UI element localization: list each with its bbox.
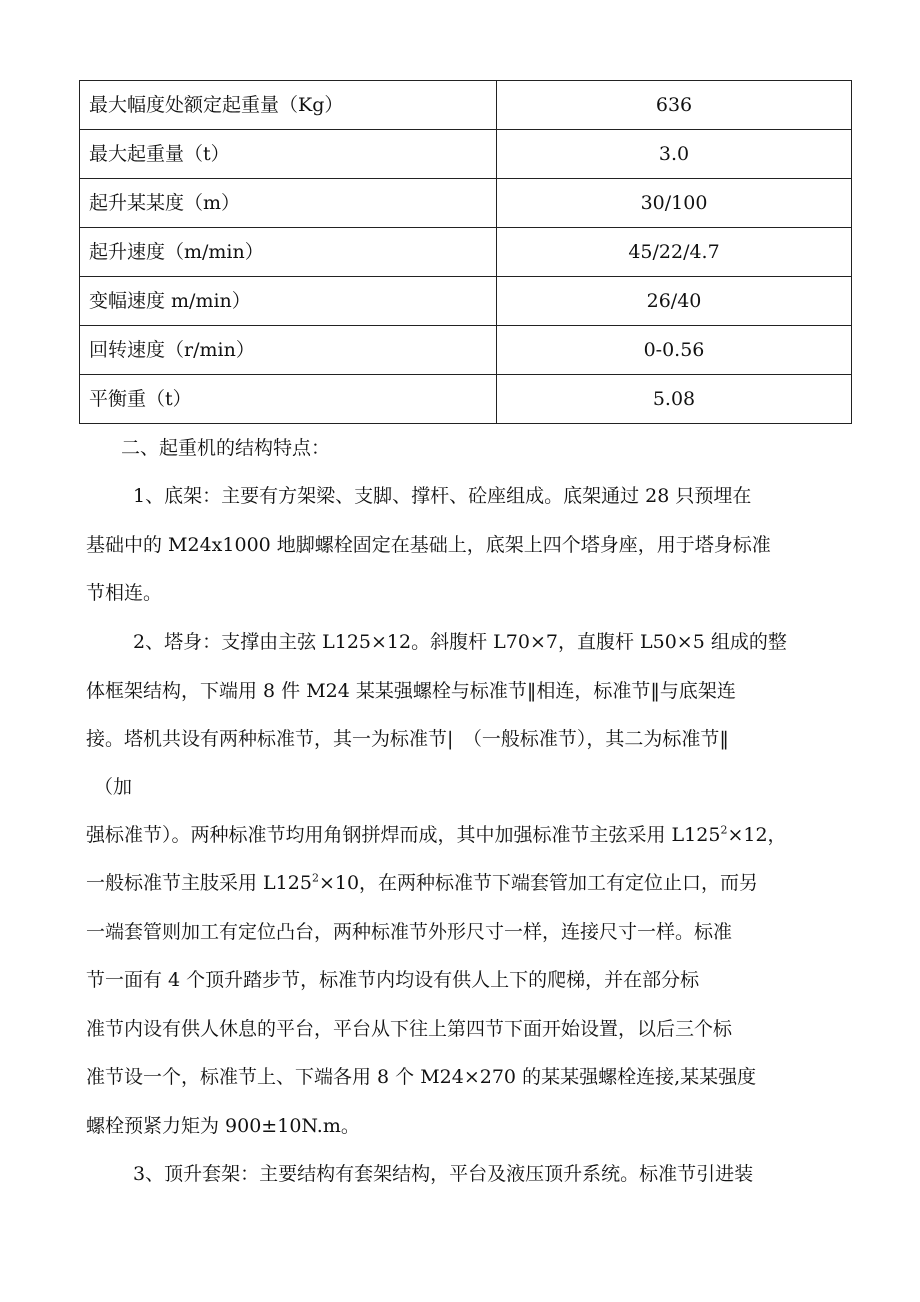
paragraph-line	[86, 871, 846, 895]
superscript: 2	[311, 871, 319, 885]
spec-value: 45/22/4.7	[497, 228, 852, 277]
superscript: 2	[720, 823, 728, 837]
table-row	[80, 179, 852, 228]
spec-label: 变幅速度 m/min）	[80, 277, 497, 326]
paragraph-line: 螺栓预紧力矩为 900±10N.m。	[86, 1115, 360, 1137]
paragraph-line: 准节设一个，标准节上、下端各用 8 个 M24×270 的某某强螺栓连接,某某强度	[86, 1066, 757, 1088]
paragraph-line: 一端套管则加工有定位凸台，两种标准节外形尺寸一样，连接尺寸一样。标准	[86, 921, 733, 943]
spec-label: 平衡重（t）	[80, 375, 497, 424]
spec-value: 3.0	[497, 130, 852, 179]
spec-label: 最大幅度处额定起重量（Kg）	[80, 81, 497, 130]
text-run: 一般标准节主肢采用 L125	[86, 872, 312, 894]
table-row	[80, 130, 852, 179]
table-row	[80, 81, 852, 130]
spec-value: 26/40	[497, 277, 852, 326]
paragraph-line: （加	[94, 776, 133, 798]
spec-label: 起升某某度（m）	[80, 179, 497, 228]
spec-label: 回转速度（r/min）	[80, 326, 497, 375]
table-row	[80, 228, 852, 277]
section-heading: 二、起重机的结构特点：	[121, 437, 331, 459]
spec-value: 636	[497, 81, 852, 130]
spec-value: 0-0.56	[497, 326, 852, 375]
spec-value: 30/100	[497, 179, 852, 228]
paragraph-line: 3、顶升套架：主要结构有套架结构，平台及液压顶升系统。标准节引进装	[133, 1163, 754, 1185]
paragraph-line: 准节内设有供人休息的平台，平台从下往上第四节下面开始设置，以后三个标	[86, 1018, 733, 1040]
paragraph-line: 节一面有 4 个顶升踏步节，标准节内均设有供人上下的爬梯，并在部分标	[86, 969, 700, 991]
text-run: ×10，在两种标准节下端套管加工有定位止口，而另	[318, 872, 759, 894]
text-run: 强标准节）。两种标准节均用角钢拼焊而成，其中加强标准节主弦采用 L125	[86, 824, 721, 846]
table-row	[80, 375, 852, 424]
text-run: ×12，	[727, 824, 787, 846]
paragraph-line: 基础中的 M24x1000 地脚螺栓固定在基础上，底架上四个塔身座，用于塔身标准	[86, 534, 771, 556]
paragraph-line: 接。塔机共设有两种标准节，其一为标准节| （一般标准节），其二为标准节‖	[86, 728, 729, 750]
table-row	[80, 277, 852, 326]
spec-label: 起升速度（m/min）	[80, 228, 497, 277]
paragraph-line: 2、塔身：支撑由主弦 L125×12。斜腹杆 L70×7，直腹杆 L50×5 组成的整	[133, 631, 787, 653]
paragraph-line: 节相连。	[86, 582, 163, 604]
paragraph-line: 体框架结构，下端用 8 件 M24 某某强螺栓与标准节‖相连，标准节‖与底架连	[86, 680, 736, 702]
spec-value: 5.08	[497, 375, 852, 424]
paragraph-line	[86, 823, 846, 847]
table-row	[80, 326, 852, 375]
paragraph-line: 1、底架：主要有方架梁、支脚、撑杆、砼座组成。底架通过 28 只预埋在	[133, 485, 752, 507]
spec-label: 最大起重量（t）	[80, 130, 497, 179]
specification-table	[79, 80, 852, 424]
